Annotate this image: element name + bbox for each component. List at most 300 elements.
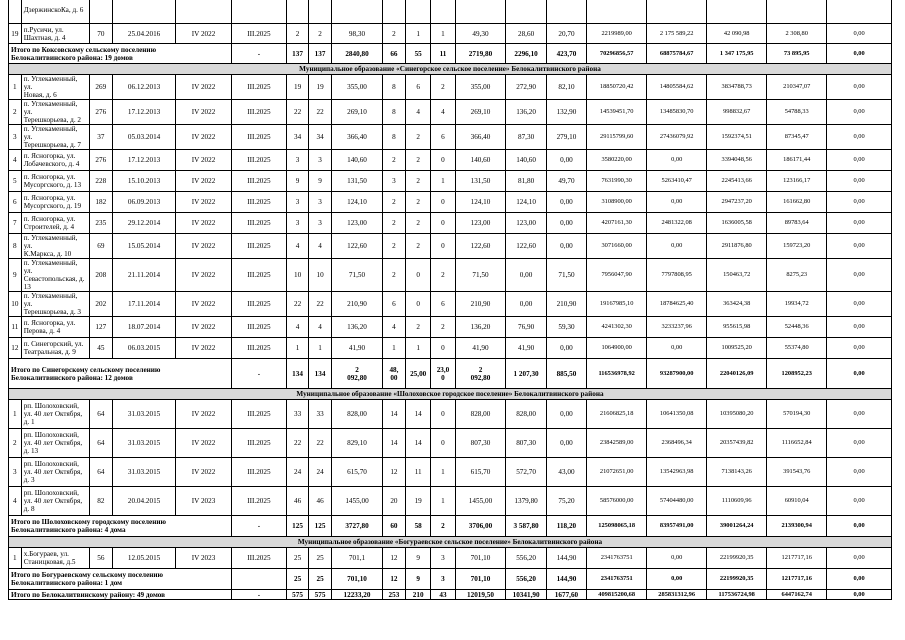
value-cell: 6 <box>405 75 430 100</box>
row-number: 5 <box>9 171 22 192</box>
value-cell: 3 <box>287 150 309 171</box>
value-cell: 17.11.2014 <box>112 292 175 317</box>
value-cell: 42 090,98 <box>707 24 767 44</box>
value-cell: 15.05.2014 <box>112 234 175 259</box>
value-cell: 0,00 <box>827 234 892 259</box>
value-cell: 276 <box>89 150 112 171</box>
value-cell: 3108900,00 <box>587 192 647 213</box>
value-cell: 28,60 <box>506 24 546 44</box>
value-cell: 87,30 <box>506 125 546 150</box>
value-cell: 3834788,73 <box>707 75 767 100</box>
address-cell: п. Углекаменный, ул. К.Маркса, д. 10 <box>21 234 89 259</box>
value-cell: 161662,80 <box>767 192 827 213</box>
total-value: 22040126,09 <box>707 359 767 389</box>
address-cell: рп. Шолоховский, ул. 40 лет Октября, д. 1 <box>21 400 89 429</box>
address-cell: п. Углекаменный, ул. Севастопольская, д. 13 <box>21 259 89 292</box>
value-cell <box>431 0 455 24</box>
value-cell: 17.12.2013 <box>112 150 175 171</box>
value-cell: 0,00 <box>827 292 892 317</box>
value-cell: 14 <box>405 429 430 458</box>
value-cell: 701,1 <box>332 548 383 569</box>
value-cell <box>287 0 309 24</box>
value-cell: 0,00 <box>827 317 892 338</box>
total-value: 144,90 <box>546 569 586 590</box>
value-cell: 1217717,16 <box>767 548 827 569</box>
value-cell: 21.11.2014 <box>112 259 175 292</box>
value-cell: 9 <box>287 171 309 192</box>
value-cell: 22 <box>309 429 332 458</box>
total-value: 423,70 <box>546 44 586 64</box>
value-cell: 2 <box>382 259 405 292</box>
value-cell: 2 <box>287 24 309 44</box>
value-cell: IV 2022 <box>176 317 231 338</box>
total-value: 253 <box>382 590 405 600</box>
total-value: - <box>231 359 286 389</box>
total-value: 68875784,67 <box>647 44 707 64</box>
address-cell: п. Ясногорка, ул. Строителей, д. 4 <box>21 213 89 234</box>
value-cell: 4 <box>309 317 332 338</box>
value-cell: 6 <box>431 125 455 150</box>
total-value: 3 <box>431 569 455 590</box>
value-cell: 0,00 <box>827 213 892 234</box>
value-cell: 18784625,40 <box>647 292 707 317</box>
total-value: 2 092,80 <box>332 359 383 389</box>
total-value: 2341763751 <box>587 569 647 590</box>
value-cell: 23842589,00 <box>587 429 647 458</box>
total-value: 1 207,30 <box>506 359 546 389</box>
value-cell: 2 308,80 <box>767 24 827 44</box>
address-cell: п.Русичи, ул. Шахтная, д. 4 <box>21 24 89 44</box>
value-cell: 1110609,96 <box>707 487 767 516</box>
value-cell: 144,90 <box>546 548 586 569</box>
value-cell: 9 <box>405 548 430 569</box>
value-cell: 0,00 <box>827 100 892 125</box>
total-value: 0,00 <box>827 359 892 389</box>
total-value: 3 587,80 <box>506 516 546 537</box>
total-value: - <box>231 590 286 600</box>
total-value: 2 <box>431 516 455 537</box>
value-cell: III.2025 <box>231 192 286 213</box>
value-cell: 12 <box>382 458 405 487</box>
value-cell: III.2025 <box>231 429 286 458</box>
value-cell: IV 2022 <box>176 338 231 359</box>
value-cell: 208 <box>89 259 112 292</box>
value-cell <box>506 0 546 24</box>
value-cell: 45 <box>89 338 112 359</box>
total-value: 285831312,96 <box>647 590 707 600</box>
value-cell: 0 <box>431 400 455 429</box>
value-cell: 1116652,84 <box>767 429 827 458</box>
value-cell: 355,00 <box>332 75 383 100</box>
value-cell: 0,00 <box>647 234 707 259</box>
value-cell: 0,00 <box>546 213 586 234</box>
value-cell: 13485830,70 <box>647 100 707 125</box>
value-cell: IV 2022 <box>176 75 231 100</box>
value-cell: 2 <box>382 192 405 213</box>
address-cell: п. Ясногорка, ул. Мусоргского, д. 19 <box>21 192 89 213</box>
value-cell: 70 <box>89 24 112 44</box>
value-cell: 0,00 <box>647 192 707 213</box>
value-cell: 7797808,95 <box>647 259 707 292</box>
total-value: 125 <box>287 516 309 537</box>
value-cell: 2 <box>431 317 455 338</box>
value-cell: IV 2022 <box>176 171 231 192</box>
value-cell: 20.04.2015 <box>112 487 175 516</box>
address-cell: рп. Шолоховский, ул. 40 лет Октября, д. 8 <box>21 487 89 516</box>
value-cell: 2 <box>382 213 405 234</box>
value-cell: 2341763751 <box>587 548 647 569</box>
total-value <box>231 569 286 590</box>
value-cell: 132,90 <box>546 100 586 125</box>
value-cell: 0,00 <box>827 192 892 213</box>
value-cell: 4 <box>382 317 405 338</box>
value-cell: 0,00 <box>827 548 892 569</box>
total-row <box>9 359 892 389</box>
value-cell: 64 <box>89 400 112 429</box>
value-cell: 828,00 <box>506 400 546 429</box>
value-cell <box>112 0 175 24</box>
total-label: Итого по Белокалитвинскому району: 49 домов <box>9 590 232 600</box>
total-value: 1 347 175,95 <box>707 44 767 64</box>
value-cell: 123,00 <box>455 213 506 234</box>
value-cell: IV 2022 <box>176 429 231 458</box>
section-header-row <box>9 389 892 400</box>
value-cell: IV 2023 <box>176 548 231 569</box>
value-cell: 54788,33 <box>767 100 827 125</box>
value-cell: 25.04.2016 <box>112 24 175 44</box>
value-cell: 3071660,00 <box>587 234 647 259</box>
value-cell: 18.07.2014 <box>112 317 175 338</box>
row-number: 12 <box>9 338 22 359</box>
total-value: 409815200,68 <box>587 590 647 600</box>
value-cell: 556,20 <box>506 548 546 569</box>
value-cell: 0,00 <box>647 548 707 569</box>
value-cell: 1 <box>382 338 405 359</box>
value-cell <box>827 0 892 24</box>
value-cell: 71,50 <box>455 259 506 292</box>
value-cell: III.2025 <box>231 292 286 317</box>
value-cell: 29115799,60 <box>587 125 647 150</box>
value-cell: 55374,80 <box>767 338 827 359</box>
value-cell <box>231 0 286 24</box>
value-cell <box>176 0 231 24</box>
table-row <box>9 400 892 429</box>
value-cell: IV 2022 <box>176 234 231 259</box>
value-cell: 272,90 <box>506 75 546 100</box>
value-cell: 20357439,82 <box>707 429 767 458</box>
value-cell: 82,10 <box>546 75 586 100</box>
table-row <box>9 429 892 458</box>
value-cell: 69 <box>89 234 112 259</box>
row-number: 1 <box>9 75 22 100</box>
total-row <box>9 516 892 537</box>
value-cell: 19 <box>309 75 332 100</box>
value-cell: 3 <box>309 213 332 234</box>
value-cell: 19 <box>405 487 430 516</box>
value-cell: 14539451,70 <box>587 100 647 125</box>
value-cell: 998832,67 <box>707 100 767 125</box>
total-value: 55 <box>405 44 430 64</box>
total-value: 118,20 <box>546 516 586 537</box>
value-cell: 27436079,92 <box>647 125 707 150</box>
value-cell: 14 <box>405 400 430 429</box>
value-cell: 7138143,26 <box>707 458 767 487</box>
value-cell: 0 <box>405 292 430 317</box>
total-value: 125098065,18 <box>587 516 647 537</box>
row-number: 4 <box>9 150 22 171</box>
total-value: 6447162,74 <box>767 590 827 600</box>
value-cell: 136,20 <box>455 317 506 338</box>
value-cell: 41,90 <box>506 338 546 359</box>
value-cell: 10 <box>309 259 332 292</box>
value-cell: 20,70 <box>546 24 586 44</box>
value-cell: 0,00 <box>546 429 586 458</box>
table-row <box>9 234 892 259</box>
value-cell: 81,80 <box>506 171 546 192</box>
value-cell: 29.12.2014 <box>112 213 175 234</box>
table-row <box>9 317 892 338</box>
value-cell: 615,70 <box>332 458 383 487</box>
value-cell: 58576000,00 <box>587 487 647 516</box>
value-cell: 10 <box>287 259 309 292</box>
value-cell: 2 <box>405 317 430 338</box>
value-cell: 20 <box>382 487 405 516</box>
value-cell <box>382 0 405 24</box>
value-cell: 615,70 <box>455 458 506 487</box>
value-cell: 10395080,20 <box>707 400 767 429</box>
value-cell: 124,10 <box>455 192 506 213</box>
row-number: 7 <box>9 213 22 234</box>
value-cell: 2481322,08 <box>647 213 707 234</box>
row-number: 10 <box>9 292 22 317</box>
value-cell: 22 <box>287 429 309 458</box>
value-cell: 122,60 <box>455 234 506 259</box>
total-label: Итого по Богураевскому сельскому поселению Белокалитвинского района: 1 дом <box>9 569 232 590</box>
value-cell: 131,50 <box>332 171 383 192</box>
value-cell: 8275,23 <box>767 259 827 292</box>
value-cell: 127 <box>89 317 112 338</box>
table-row <box>9 150 892 171</box>
value-cell: 0 <box>405 259 430 292</box>
total-value: 2139300,94 <box>767 516 827 537</box>
value-cell: 123166,17 <box>767 171 827 192</box>
value-cell: 7631990,30 <box>587 171 647 192</box>
total-value: 116536978,92 <box>587 359 647 389</box>
section-title: Муниципальное образование «Шолоховское городское поселение» Белокалитвинского района <box>9 389 892 400</box>
value-cell: 49,30 <box>455 24 506 44</box>
value-cell: IV 2022 <box>176 150 231 171</box>
value-cell: 829,10 <box>332 429 383 458</box>
row-number: 3 <box>9 125 22 150</box>
row-number: 2 <box>9 100 22 125</box>
table-row <box>9 192 892 213</box>
table-body <box>9 0 892 600</box>
value-cell: 25 <box>287 548 309 569</box>
section-header-row <box>9 537 892 548</box>
total-value: 575 <box>309 590 332 600</box>
value-cell: 210,90 <box>546 292 586 317</box>
value-cell: 33 <box>309 400 332 429</box>
value-cell: III.2025 <box>231 400 286 429</box>
row-number: 11 <box>9 317 22 338</box>
value-cell: 14805584,62 <box>647 75 707 100</box>
row-number: 4 <box>9 487 22 516</box>
value-cell: 0 <box>431 338 455 359</box>
value-cell: 4241302,30 <box>587 317 647 338</box>
total-value: 23,0 0 <box>431 359 455 389</box>
value-cell: 0,00 <box>827 75 892 100</box>
value-cell: 37 <box>89 125 112 150</box>
value-cell: 60910,04 <box>767 487 827 516</box>
value-cell: III.2025 <box>231 548 286 569</box>
value-cell: 0,00 <box>827 458 892 487</box>
value-cell: 2947237,20 <box>707 192 767 213</box>
value-cell: 33 <box>287 400 309 429</box>
value-cell: 124,10 <box>332 192 383 213</box>
value-cell: 122,60 <box>332 234 383 259</box>
value-cell: 3233237,96 <box>647 317 707 338</box>
value-cell: 0,00 <box>827 125 892 150</box>
total-value: 0,00 <box>647 569 707 590</box>
value-cell <box>332 0 383 24</box>
row-number: 3 <box>9 458 22 487</box>
value-cell: III.2025 <box>231 24 286 44</box>
total-value: 701,10 <box>332 569 383 590</box>
value-cell: 18850720,42 <box>587 75 647 100</box>
value-cell <box>405 0 430 24</box>
value-cell: 8 <box>382 125 405 150</box>
value-cell: 2245413,66 <box>707 171 767 192</box>
value-cell <box>309 0 332 24</box>
value-cell: 0,00 <box>827 24 892 44</box>
total-value: 575 <box>287 590 309 600</box>
value-cell: 828,00 <box>332 400 383 429</box>
value-cell: 0,00 <box>546 400 586 429</box>
value-cell: 210347,07 <box>767 75 827 100</box>
value-cell: 1636005,58 <box>707 213 767 234</box>
value-cell: IV 2022 <box>176 292 231 317</box>
value-cell: 1 <box>405 338 430 359</box>
value-cell: III.2025 <box>231 125 286 150</box>
total-value: 70296856,57 <box>587 44 647 64</box>
value-cell: 52448,36 <box>767 317 827 338</box>
total-value: 22199920,35 <box>707 569 767 590</box>
value-cell: 210,90 <box>332 292 383 317</box>
value-cell: 1009525,20 <box>707 338 767 359</box>
total-value: 25,00 <box>405 359 430 389</box>
total-value: 10341,90 <box>506 590 546 600</box>
row-number: 6 <box>9 192 22 213</box>
value-cell: 182 <box>89 192 112 213</box>
value-cell: 1064900,00 <box>587 338 647 359</box>
value-cell: 140,60 <box>332 150 383 171</box>
value-cell: 64 <box>89 429 112 458</box>
value-cell: 124,10 <box>506 192 546 213</box>
value-cell: 4 <box>309 234 332 259</box>
value-cell: 22 <box>287 292 309 317</box>
value-cell: 3 <box>431 548 455 569</box>
value-cell: 1 <box>287 338 309 359</box>
value-cell <box>707 0 767 24</box>
total-value: 2840,80 <box>332 44 383 64</box>
address-cell: рп. Шолоховский, ул. 40 лет Октября, д. 13 <box>21 429 89 458</box>
value-cell: 41,90 <box>332 338 383 359</box>
value-cell: 1379,80 <box>506 487 546 516</box>
total-value: 0,00 <box>827 590 892 600</box>
value-cell <box>587 0 647 24</box>
value-cell: 2368496,34 <box>647 429 707 458</box>
table-row <box>9 458 892 487</box>
value-cell: 0,00 <box>827 400 892 429</box>
value-cell: 14 <box>382 429 405 458</box>
total-value: 25 <box>287 569 309 590</box>
value-cell: 34 <box>309 125 332 150</box>
value-cell: 366,40 <box>332 125 383 150</box>
value-cell: III.2025 <box>231 171 286 192</box>
value-cell: 21606825,18 <box>587 400 647 429</box>
value-cell: 186171,44 <box>767 150 827 171</box>
value-cell: 0,00 <box>827 171 892 192</box>
value-cell: 0 <box>431 234 455 259</box>
total-value: 2296,10 <box>506 44 546 64</box>
value-cell: 4 <box>287 317 309 338</box>
value-cell: 06.03.2015 <box>112 338 175 359</box>
address-cell: п. Синегорский, ул. Театральная, д. 9 <box>21 338 89 359</box>
value-cell: III.2025 <box>231 100 286 125</box>
value-cell: 4207161,30 <box>587 213 647 234</box>
value-cell: 22 <box>287 100 309 125</box>
value-cell: 2 <box>431 75 455 100</box>
total-value: 117536724,98 <box>707 590 767 600</box>
value-cell: 06.12.2013 <box>112 75 175 100</box>
value-cell: 366,40 <box>455 125 506 150</box>
section-header-row <box>9 64 892 75</box>
total-value: 1208952,23 <box>767 359 827 389</box>
value-cell: 2 <box>405 213 430 234</box>
value-cell: III.2025 <box>231 234 286 259</box>
value-cell: 828,00 <box>455 400 506 429</box>
value-cell: 75,20 <box>546 487 586 516</box>
total-value: 3727,80 <box>332 516 383 537</box>
value-cell: 0 <box>431 213 455 234</box>
value-cell: 6 <box>431 292 455 317</box>
value-cell: 24 <box>309 458 332 487</box>
total-value: 58 <box>405 516 430 537</box>
row-number: 9 <box>9 259 22 292</box>
value-cell: 2 175 589,22 <box>647 24 707 44</box>
value-cell: 1 <box>309 338 332 359</box>
row-number <box>9 0 22 24</box>
value-cell: IV 2022 <box>176 458 231 487</box>
value-cell: 71,50 <box>332 259 383 292</box>
value-cell: 14 <box>382 400 405 429</box>
value-cell: 31.03.2015 <box>112 458 175 487</box>
value-cell: 1592374,51 <box>707 125 767 150</box>
value-cell: 89783,64 <box>767 213 827 234</box>
total-value: 556,20 <box>506 569 546 590</box>
value-cell: IV 2022 <box>176 125 231 150</box>
value-cell: 3 <box>287 213 309 234</box>
address-cell: п. Ясногорка, ул. Перова, д. 4 <box>21 317 89 338</box>
table-row <box>9 24 892 44</box>
total-value: 125 <box>309 516 332 537</box>
value-cell: 391543,76 <box>767 458 827 487</box>
value-cell: 13542963,98 <box>647 458 707 487</box>
value-cell: 2 <box>382 24 405 44</box>
value-cell: 4 <box>431 100 455 125</box>
total-value: 701,10 <box>455 569 506 590</box>
value-cell: 31.03.2015 <box>112 400 175 429</box>
